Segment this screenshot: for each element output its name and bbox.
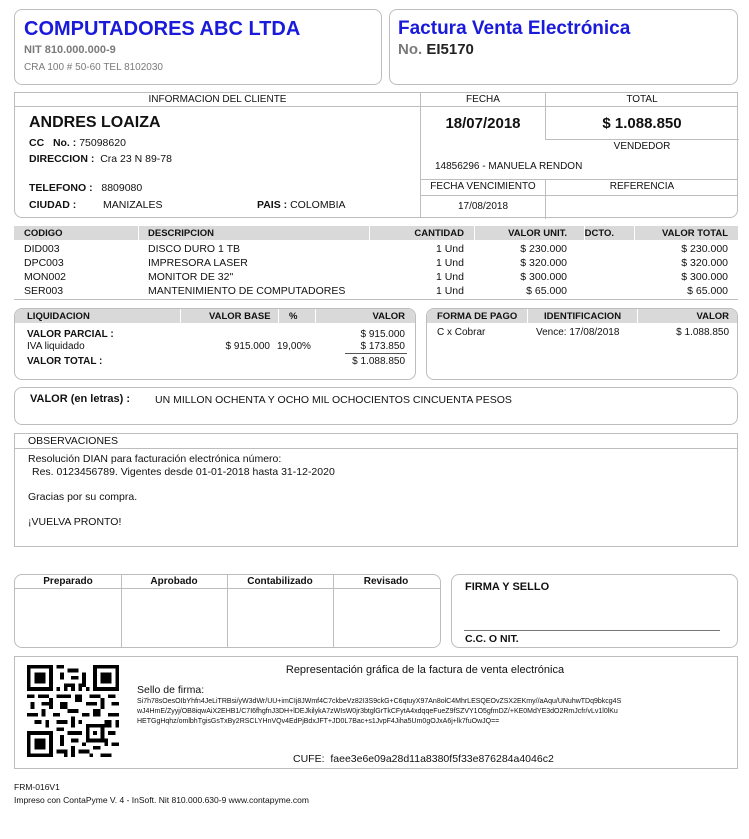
signature-seal-label: Sello de firma: — [137, 684, 205, 696]
payment-value-label: VALOR — [696, 311, 729, 322]
payment-value: $ 1.088.850 — [676, 327, 729, 338]
partial-label: VALOR PARCIAL : — [27, 329, 114, 340]
cc-label: CC — [29, 137, 45, 149]
table-row — [14, 271, 738, 285]
row-unit-value: $ 320.000 — [520, 257, 567, 269]
client-box — [14, 92, 421, 218]
iva-percent: 19,00% — [277, 341, 311, 352]
client-phone-row — [29, 182, 142, 194]
seller-value: 14856296 - MANUELA RENDON — [435, 161, 583, 172]
signature-title: FIRMA Y SELLO — [465, 581, 550, 593]
cc-no-label: No. : — [52, 137, 77, 149]
prepared-label: Preparado — [43, 576, 93, 587]
payment-method: C x Cobrar — [437, 327, 486, 338]
col-description: DESCRIPCION — [148, 228, 214, 239]
electronic-box — [14, 656, 738, 769]
payment-id: Vence: 17/08/2018 — [536, 327, 620, 338]
date-value: 18/07/2018 — [445, 115, 521, 132]
company-address: CRA 100 # 50-60 TEL 8102030 — [24, 62, 163, 73]
row-code: DID003 — [24, 243, 60, 255]
observations-thanks: Gracias por su compra. — [28, 491, 138, 503]
cc-value: 75098620 — [79, 137, 126, 149]
due-label: FECHA VENCIMIENTO — [430, 181, 536, 192]
table-row — [14, 285, 738, 299]
total-label: TOTAL — [626, 94, 658, 105]
items-table — [14, 226, 738, 300]
country-value: COLOMBIA — [290, 199, 346, 211]
approved-label: Aprobado — [150, 576, 198, 587]
qr-code — [27, 665, 119, 757]
summary-box — [420, 92, 738, 218]
address-label: DIRECCION : — [29, 153, 95, 165]
approvals-box — [14, 574, 441, 648]
row-code: DPC003 — [24, 257, 64, 269]
liquidation-label: LIQUIDACION — [27, 311, 90, 322]
total-value: $ 1.088.850 — [602, 115, 682, 132]
city-value: MANIZALES — [103, 199, 163, 211]
due-value: 17/08/2018 — [457, 201, 509, 212]
col-discount: DCTO. — [584, 228, 614, 239]
cufe-row — [293, 753, 554, 765]
cufe-value: faee3e6e09a28d11a8380f5f33e876284a4046c2 — [330, 753, 554, 765]
row-description: MONITOR DE 32" — [148, 271, 234, 283]
company-nit: NIT 810.000.000-9 — [24, 44, 116, 56]
row-description: IMPRESORA LASER — [148, 257, 248, 269]
city-label: CIUDAD : — [29, 199, 77, 211]
accounted-label: Contabilizado — [247, 576, 313, 587]
payment-box — [426, 308, 738, 380]
row-unit-value: $ 65.000 — [526, 285, 567, 297]
invoice-number-row — [398, 41, 474, 58]
signature-seal-line2: wJ4HmE/Zyyj/OB8iqwAiX2EHB1/C7I6fhgfnJ3DH+lDEJkilykA7zWIsW0jr3btglGrTkCFytA4xdqqeFueZ9fSZVY1O5gfmDZ/+KE0MdYE3dO2RmJcfr/vLv1l0lKu — [137, 708, 618, 715]
observations-line1: Resolución DIAN para facturación electrónica número: — [28, 453, 282, 465]
reference-label: REFERENCIA — [609, 181, 675, 192]
liquidation-value-label: VALOR — [372, 311, 405, 322]
row-quantity: 1 Und — [435, 243, 464, 255]
col-code: CODIGO — [24, 228, 63, 239]
row-description: DISCO DURO 1 TB — [148, 243, 240, 255]
electronic-title: Representación gráfica de la factura de venta electrónica — [285, 664, 565, 676]
date-label: FECHA — [466, 94, 500, 105]
client-cc-row — [29, 137, 126, 149]
items-header — [14, 226, 738, 240]
country-label: PAIS : — [257, 199, 288, 211]
observations-line2: Res. 0123456789. Vigentes desde 01-01-2018 hasta 31-12-2020 — [32, 466, 335, 478]
table-row — [14, 257, 738, 271]
cufe-label: CUFE: — [293, 753, 325, 765]
liquidation-total-value: $ 1.088.850 — [352, 356, 405, 367]
row-description: MANTENIMIENTO DE COMPUTADORES — [148, 285, 346, 297]
observations-farewell: ¡VUELVA PRONTO! — [28, 516, 122, 528]
row-total: $ 230.000 — [681, 243, 728, 255]
seller-label: VENDEDOR — [613, 141, 671, 152]
invoice-number: EI5170 — [426, 41, 474, 58]
liquidation-header — [15, 309, 415, 323]
observations-box — [14, 433, 738, 547]
reviewed-label: Revisado — [363, 576, 409, 587]
row-quantity: 1 Und — [435, 285, 464, 297]
row-total: $ 320.000 — [681, 257, 728, 269]
invoice-title: Factura Venta Electrónica — [398, 18, 631, 39]
client-address-row — [29, 153, 172, 165]
payment-method-label: FORMA DE PAGO — [437, 311, 518, 322]
signature-box — [451, 574, 738, 648]
iva-label: IVA liquidado — [27, 341, 85, 352]
amount-in-words-box — [14, 387, 738, 425]
row-unit-value: $ 300.000 — [520, 271, 567, 283]
payment-header — [427, 309, 737, 323]
form-code: FRM-016V1 — [14, 782, 60, 792]
iva-base: $ 915.000 — [225, 341, 270, 352]
invoice-no-label: No. — [398, 41, 423, 58]
client-section-title: INFORMACION DEL CLIENTE — [148, 94, 287, 105]
row-code: MON002 — [24, 271, 67, 283]
client-country-row — [257, 199, 346, 211]
liquidation-total-label: VALOR TOTAL : — [27, 356, 103, 367]
company-name: COMPUTADORES ABC LTDA — [24, 18, 301, 40]
col-total: VALOR TOTAL — [662, 228, 728, 239]
words-value: UN MILLON OCHENTA Y OCHO MIL OCHOCIENTOS CINCUENTA PESOS — [155, 394, 512, 406]
row-quantity: 1 Und — [435, 271, 464, 283]
signature-seal-line1: Si7h78sOesOIbYhfn4JeLiTRBsi/yW3dWr/UU+imCIj8JWmf4C7ckbeVz82I3S9ckG+C6qtuyX97An8olC4MhrLESQEOvZSX2EKmy//aAqu/UNuhwTDq9bkcg4S — [137, 698, 622, 705]
row-code: SER003 — [24, 285, 64, 297]
printed-by: Impreso con ContaPyme V. 4 - InSoft. Nit 810.000.630-9 www.contapyme.com — [14, 795, 309, 805]
observations-title: OBSERVACIONES — [28, 435, 119, 447]
row-unit-value: $ 230.000 — [520, 243, 567, 255]
client-name: ANDRES LOAIZA — [29, 114, 161, 131]
company-box — [14, 9, 382, 85]
phone-value: 8809080 — [101, 182, 143, 194]
table-row — [14, 243, 738, 257]
col-unit-value: VALOR UNIT. — [508, 228, 567, 239]
col-quantity: CANTIDAD — [414, 228, 464, 239]
words-label: VALOR (en letras) : — [30, 393, 131, 405]
address-value: Cra 23 N 89-78 — [100, 153, 172, 165]
liquidation-base-label: VALOR BASE — [209, 311, 271, 322]
signature-seal-line3: HETGgHqhz/omlbhTgisGsTxBy2RSCLYHnVQv4EdPjBdxJFT+JD0L7Bac+s1JvpF4Jiha5Um0gOJxA6j+lk7fuOwJQ== — [137, 718, 500, 725]
phone-label: TELEFONO : — [29, 182, 93, 194]
iva-value: $ 173.850 — [360, 341, 405, 352]
partial-value: $ 915.000 — [360, 329, 405, 340]
row-total: $ 65.000 — [687, 285, 728, 297]
payment-id-label: IDENTIFICACION — [544, 311, 622, 322]
liquidation-percent-label: % — [289, 311, 298, 322]
row-total: $ 300.000 — [681, 271, 728, 283]
liquidation-box — [14, 308, 416, 380]
row-quantity: 1 Und — [435, 257, 464, 269]
signature-id-label: C.C. O NIT. — [465, 633, 519, 645]
invoice-box — [389, 9, 738, 85]
